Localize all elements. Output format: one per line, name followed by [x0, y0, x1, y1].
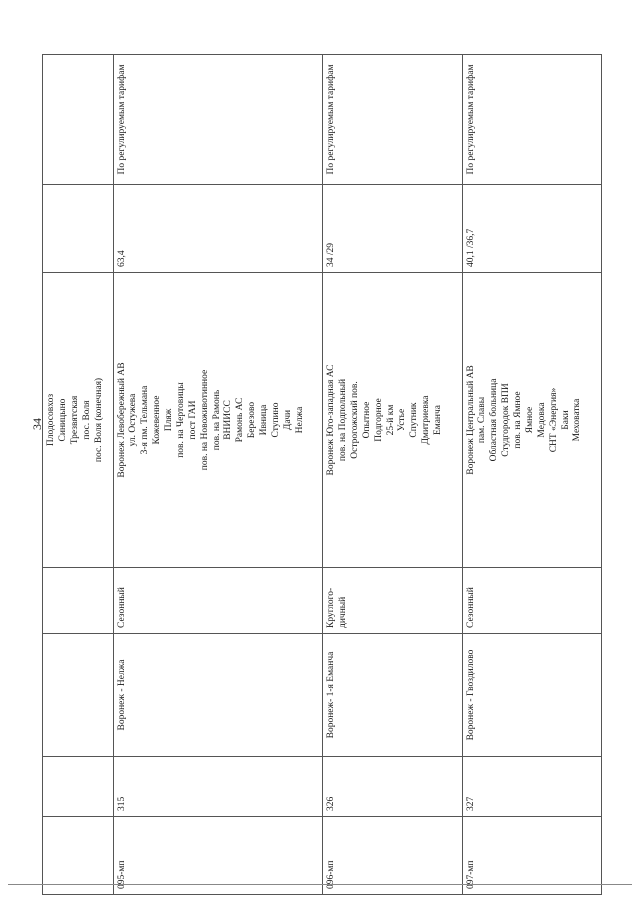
cell-route: Воронеж- 1-я Еманча	[323, 634, 462, 757]
cell-distance: 34 /29	[323, 185, 462, 273]
stop-item: Дачи	[282, 409, 293, 431]
cell-code: 097-мп	[462, 817, 601, 895]
cell-number: 327	[462, 757, 601, 817]
stop-item: Дмитриевка	[421, 395, 432, 445]
stop-item: Спутник	[409, 402, 420, 438]
cell-distance: 40,1 /36,7	[462, 185, 601, 273]
table-row-continuation	[43, 55, 114, 895]
stop-item: Ивница	[259, 404, 270, 436]
cell-distance: 63,4	[113, 185, 323, 273]
stop-item: Острогожский пов.	[349, 381, 360, 459]
stop-item: пов. на Рамонь	[211, 389, 222, 451]
stop-item: пос. Воля	[81, 400, 92, 440]
bottom-rule	[8, 884, 632, 885]
stop-item: Ступино	[270, 402, 281, 438]
stop-item: Воронеж Юго-западная АС	[326, 364, 337, 476]
cell-number: 326	[323, 757, 462, 817]
cell-stops	[43, 273, 114, 568]
cell-number	[43, 757, 114, 817]
routes-table	[42, 54, 602, 895]
stop-item: Трезвятская	[69, 395, 80, 445]
cell-code: 095-мп	[113, 817, 323, 895]
stop-item: Баки	[560, 410, 571, 430]
stop-item: Пляж	[164, 408, 175, 432]
page-number: 34	[30, 418, 44, 430]
stop-item: Ямное	[524, 406, 535, 434]
cell-tariff: По регулируемым тарифам	[113, 55, 323, 185]
stop-item: пам. Славы	[477, 396, 488, 444]
cell-type: Круглого- дичный	[323, 568, 462, 634]
stop-item: Нелжа	[294, 406, 305, 434]
stop-item: Студгородок ВПИ	[501, 383, 512, 457]
stop-item: Областная больница	[489, 378, 500, 462]
stop-item: ВНИИСС	[223, 400, 234, 440]
stop-item: Воронеж Левобережный АВ	[116, 362, 127, 478]
cell-stops	[113, 273, 323, 568]
cell-tariff	[43, 55, 114, 185]
cell-type: Сезонный	[462, 568, 601, 634]
stop-item: пос. Воля (конечная)	[93, 377, 104, 463]
stop-item: Еманча	[433, 404, 444, 436]
stop-item: пост ГАИ	[187, 400, 198, 440]
stop-item: СНТ «Энергия»	[548, 387, 559, 453]
stop-item: пов. на Чертовицы	[175, 382, 186, 458]
stop-item: пов. на Подпольный	[338, 378, 349, 462]
cell-type: Сезонный	[113, 568, 323, 634]
stop-item: Устье	[397, 408, 408, 432]
stop-item: Плодосовхоз	[46, 393, 56, 447]
cell-stops	[323, 273, 462, 568]
stop-item: Меховатка	[572, 398, 583, 442]
table-row	[113, 55, 323, 895]
stop-item: Рамонь АС	[235, 397, 246, 443]
cell-code: 096-мп	[323, 817, 462, 895]
stop-item: 3-я пм. Тельмана	[140, 385, 151, 455]
cell-type	[43, 568, 114, 634]
stop-item: Синицыно	[57, 398, 68, 442]
stop-item: пов. на Новоживотинное	[199, 369, 210, 471]
cell-route: Воронеж - Гвоздилово	[462, 634, 601, 757]
table-row	[462, 55, 601, 895]
table-row	[323, 55, 462, 895]
stop-item: Опытное	[361, 401, 372, 439]
stop-item: Воронеж Центральный АВ	[465, 365, 476, 475]
stop-item: Подгорное	[373, 398, 384, 442]
stop-item: Медовка	[536, 402, 547, 438]
cell-route: Воронеж - Нелжа	[113, 634, 323, 757]
cell-tariff: По регулируемым тарифам	[462, 55, 601, 185]
cell-code	[43, 817, 114, 895]
cell-number: 315	[113, 757, 323, 817]
rotated-page	[42, 55, 602, 895]
stop-item: Березово	[247, 401, 258, 439]
stop-item: пов. на Ямное	[513, 391, 524, 449]
cell-route	[43, 634, 114, 757]
cell-distance	[43, 185, 114, 273]
cell-tariff: По регулируемым тарифам	[323, 55, 462, 185]
cell-stops	[462, 273, 601, 568]
stop-item: ул. Остужева	[128, 393, 139, 447]
stop-item: 25-й км	[385, 404, 396, 436]
stop-item: Кожевенное	[152, 395, 163, 445]
